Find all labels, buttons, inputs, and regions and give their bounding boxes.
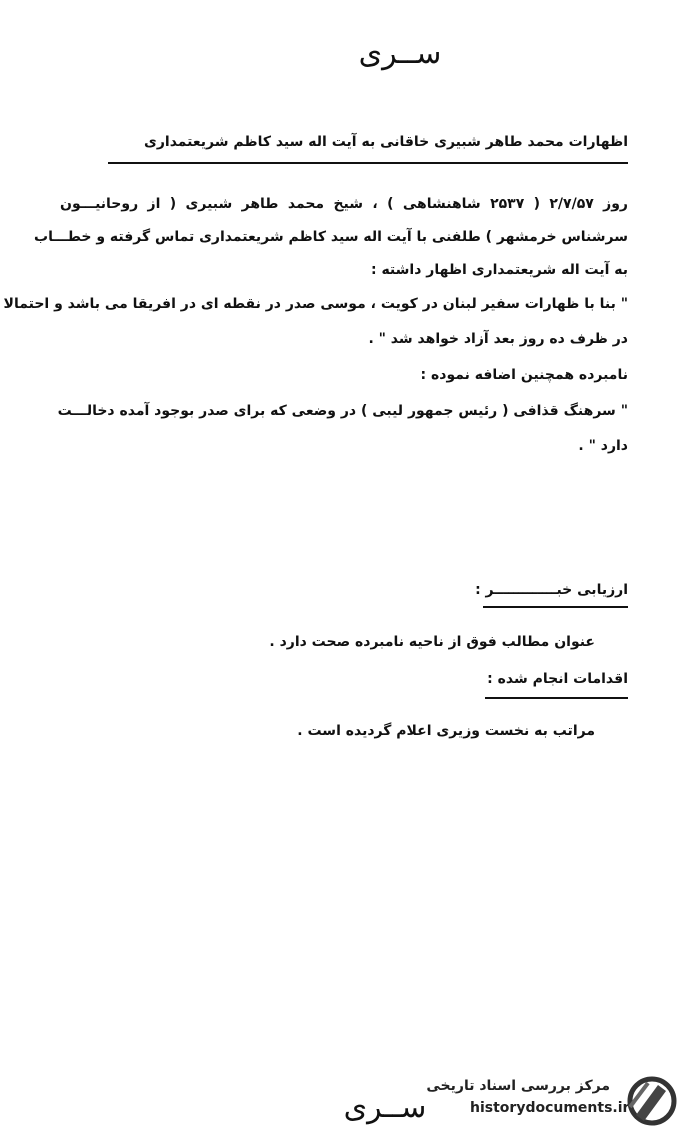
- bottom-classification-mark: ســری: [343, 1090, 427, 1125]
- document-title: اظهارات محمد طاهر شبیری خاقانی به آیت اله سید کاظم شریعتمداری: [144, 134, 628, 150]
- archive-logo-icon: [600, 1075, 684, 1129]
- body-line-6: نامبرده همچنین اضافه نموده :: [420, 367, 628, 383]
- actions-heading: اقدامات انجام شده :: [487, 671, 628, 687]
- body-line-2: سرشناس خرمشهر ) طلفنی با آیت اله سید کاظم شریعتمداری تماس گرفته و خطـــاب: [34, 229, 628, 245]
- body-line-5: در ظرف ده روز بعد آزاد خواهد شد " .: [368, 331, 628, 347]
- body-line-8: دارد " .: [578, 438, 628, 454]
- body-line-1: روز ۲/۷/۵۷ ( ۲۵۳۷ شاهنشاهی ) ، شیخ محمد طاهر شبیری ( از روحانیـــون: [60, 196, 628, 212]
- actions-heading-underline: [485, 697, 628, 699]
- archive-logo-url: historydocuments.ir: [470, 1100, 630, 1116]
- actions-text: مراتب به نخست وزیری اعلام گردیده است .: [297, 723, 595, 739]
- body-line-3: به آیت اله شریعتمداری اظهار داشته :: [370, 262, 628, 278]
- top-classification-mark: ســری: [358, 36, 442, 71]
- assessment-heading: ارزیابی خبـــــــــــــر :: [475, 582, 628, 598]
- assessment-heading-underline: [483, 606, 628, 608]
- assessment-text: عنوان مطالب فوق از ناحیه نامبرده صحت دارد .: [269, 634, 595, 650]
- archive-logo-text: مرکز بررسی اسناد تاریخی: [426, 1078, 610, 1094]
- body-line-4: " بنا با ظهارات سفیر لبنان در کویت ، موسی صدر در نقطه ای در افریقا می باشد و احتمالا: [3, 296, 628, 312]
- title-underline: [108, 162, 628, 164]
- body-line-7: " سرهنگ قذافی ( رئیس جمهور لیبی ) در وضعی که برای صدر بوجود آمده دخالـــت: [57, 403, 628, 419]
